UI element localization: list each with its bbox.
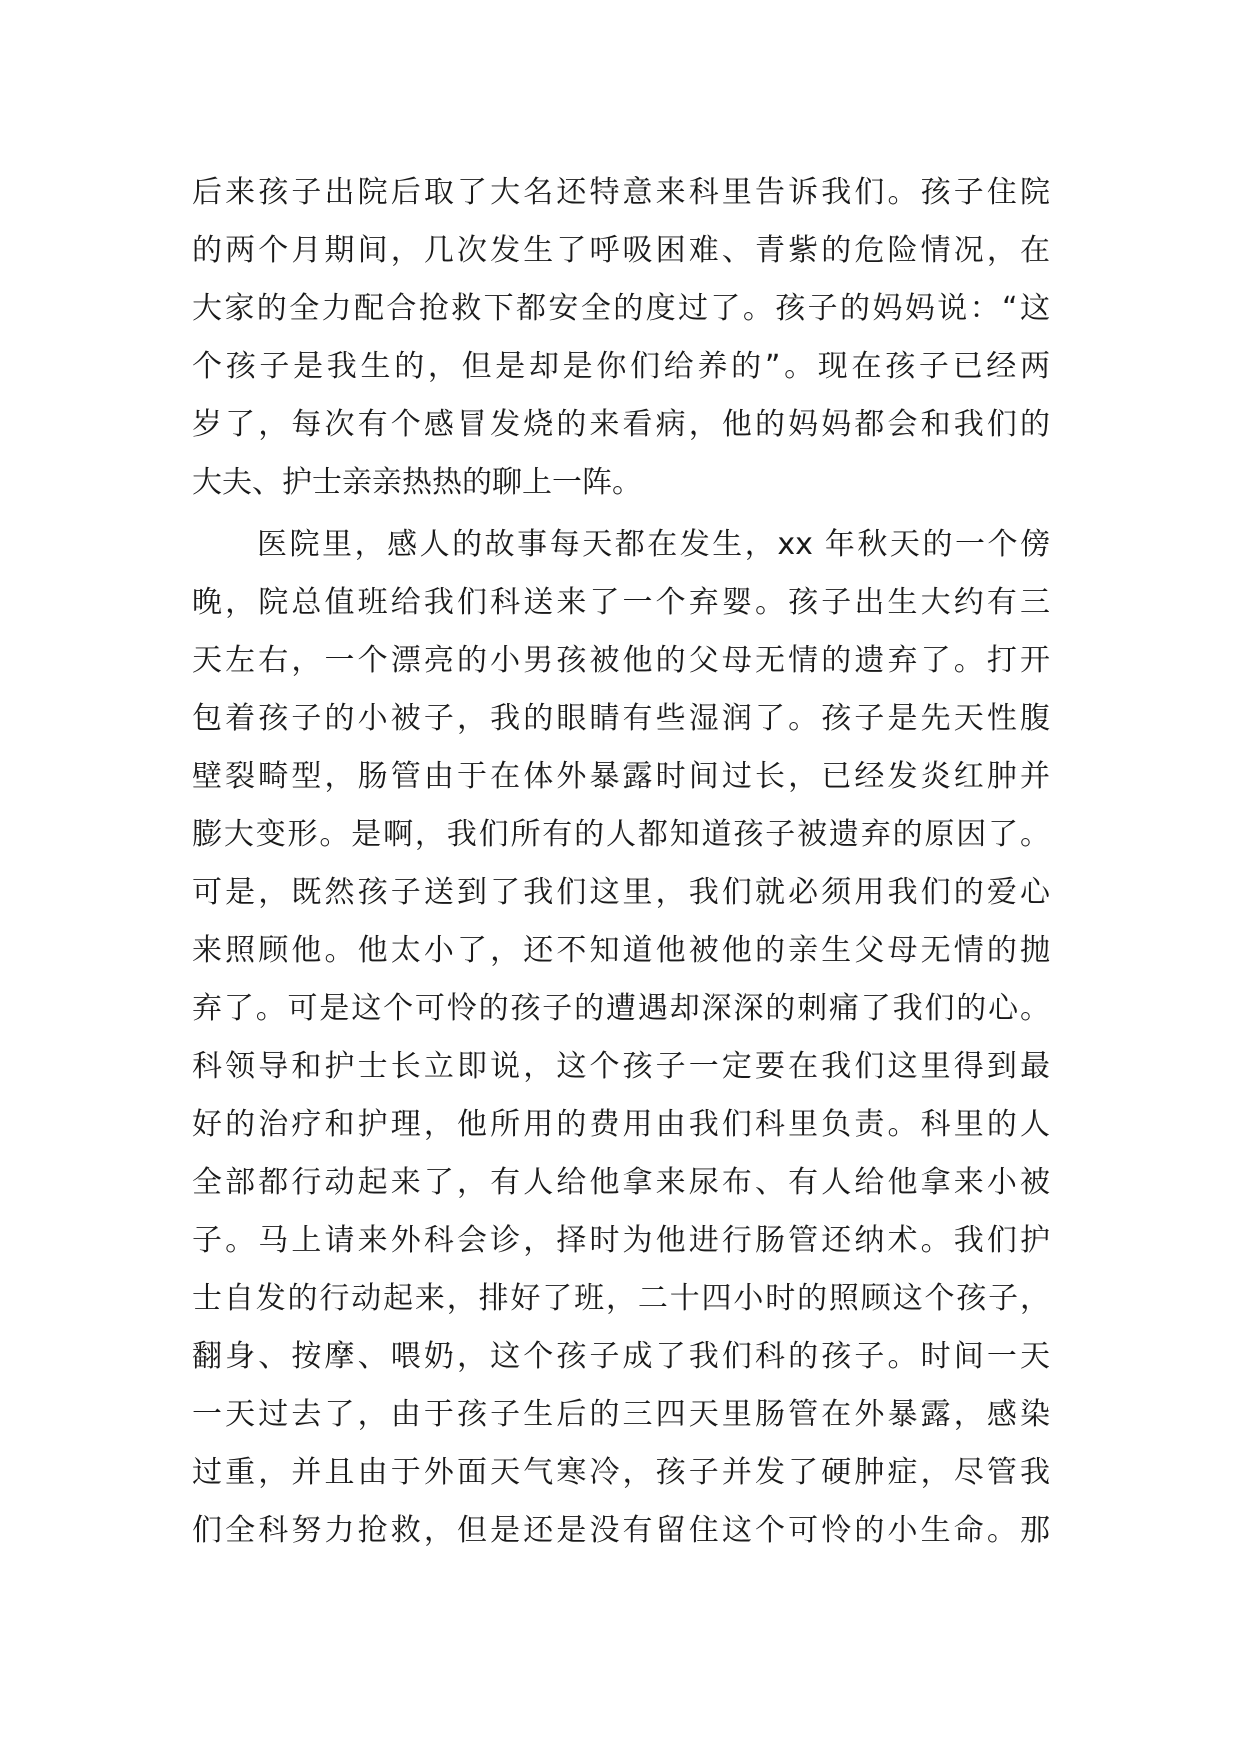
paragraph-2 <box>192 516 1050 1560</box>
text-line: 翻身、按摩、喂奶，这个孩子成了我们科的孩子。时间一天 <box>192 1339 1050 1374</box>
text-line: 全部都行动起来了，有人给他拿来尿布、有人给他拿来小被 <box>192 1165 1050 1200</box>
text-line: 大夫、护士亲亲热热的聊上一阵。 <box>192 465 642 500</box>
text-line: 医院里，感人的故事每天都在发生，xx 年秋天的一个傍 <box>192 527 1050 562</box>
body-text <box>192 164 1050 1564</box>
text-line: 来照顾他。他太小了，还不知道他被他的亲生父母无情的抛 <box>192 933 1050 968</box>
text-line: 士自发的行动起来，排好了班，二十四小时的照顾这个孩子， <box>192 1281 1050 1316</box>
text-line: 包着孩子的小被子，我的眼睛有些湿润了。孩子是先天性腹 <box>192 701 1050 736</box>
text-line: 大家的全力配合抢救下都安全的度过了。孩子的妈妈说：“这 <box>192 291 1050 326</box>
text-line: 的两个月期间，几次发生了呼吸困难、青紫的危险情况，在 <box>192 233 1050 268</box>
text-line: 壁裂畸型，肠管由于在体外暴露时间过长，已经发炎红肿并 <box>192 759 1050 794</box>
text-line: 科领导和护士长立即说，这个孩子一定要在我们这里得到最 <box>192 1049 1050 1084</box>
text-line: 天左右，一个漂亮的小男孩被他的父母无情的遗弃了。打开 <box>192 643 1050 678</box>
text-line: 晚，院总值班给我们科送来了一个弃婴。孩子出生大约有三 <box>192 585 1050 620</box>
text-line: 们全科努力抢救，但是还是没有留住这个可怜的小生命。那 <box>192 1513 1050 1548</box>
text-line: 岁了，每次有个感冒发烧的来看病，他的妈妈都会和我们的 <box>192 407 1050 442</box>
paragraph-1 <box>192 164 1050 512</box>
text-line: 过重，并且由于外面天气寒冷，孩子并发了硬肿症，尽管我 <box>192 1455 1050 1490</box>
text-line: 后来孩子出院后取了大名还特意来科里告诉我们。孩子住院 <box>192 175 1050 210</box>
text-line: 好的治疗和护理，他所用的费用由我们科里负责。科里的人 <box>192 1107 1050 1142</box>
text-line: 膨大变形。是啊，我们所有的人都知道孩子被遗弃的原因了。 <box>192 817 1050 852</box>
text-line: 弃了。可是这个可怜的孩子的遭遇却深深的刺痛了我们的心。 <box>192 991 1050 1026</box>
text-line: 个孩子是我生的，但是却是你们给养的”。现在孩子已经两 <box>192 349 1050 384</box>
text-line: 可是，既然孩子送到了我们这里，我们就必须用我们的爱心 <box>192 875 1050 910</box>
text-line: 一天过去了，由于孩子生后的三四天里肠管在外暴露，感染 <box>192 1397 1050 1432</box>
text-line: 子。马上请来外科会诊，择时为他进行肠管还纳术。我们护 <box>192 1223 1050 1258</box>
